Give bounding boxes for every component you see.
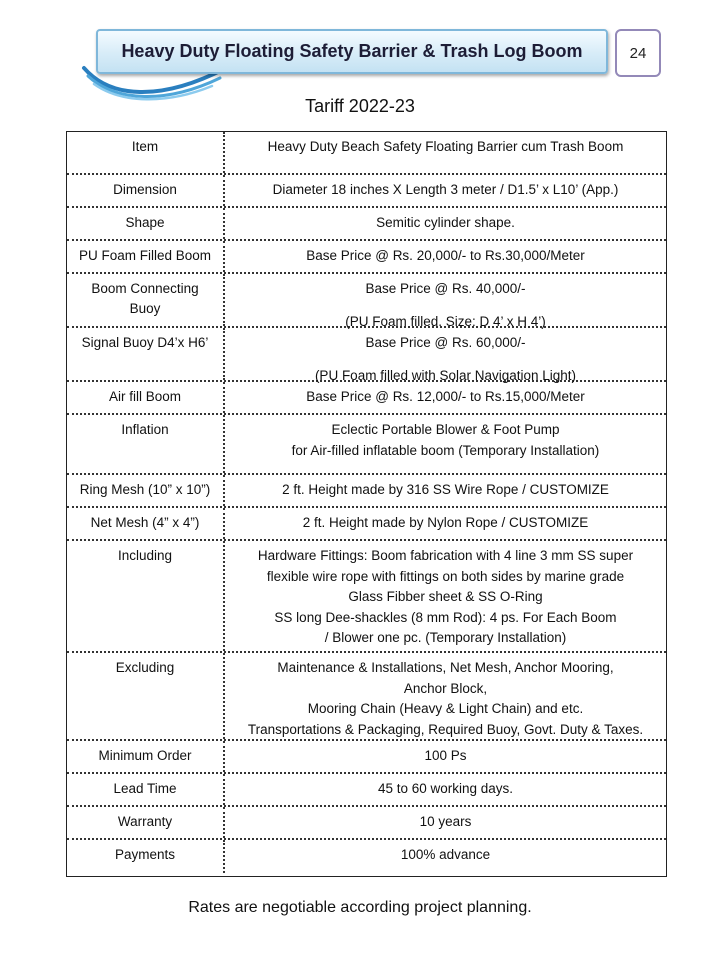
description-text: 2 ft. Height made by 316 SS Wire Rope / CUSTOMIZE bbox=[282, 482, 609, 497]
description-text: Eclectic Portable Blower & Foot Pump bbox=[331, 422, 560, 437]
description-cell bbox=[225, 475, 666, 506]
item-cell bbox=[67, 508, 225, 539]
table-row bbox=[67, 840, 666, 873]
item-text: Signal Buoy D4’x H6’ bbox=[81, 335, 209, 350]
item-cell bbox=[67, 741, 225, 772]
description-text: Mooring Chain (Heavy & Light Chain) and etc. bbox=[307, 701, 584, 716]
item-text: Boom Connecting bbox=[91, 281, 199, 296]
description-cell bbox=[225, 807, 666, 838]
description-cell bbox=[225, 741, 666, 772]
description-cell bbox=[225, 415, 666, 473]
description-cell bbox=[225, 653, 666, 739]
item-text: Air fill Boom bbox=[108, 389, 181, 404]
item-text: Warranty bbox=[117, 814, 173, 829]
description-text: for Air-filled inflatable boom (Temporary Installation) bbox=[291, 442, 600, 458]
description-text: 2 ft. Height made by Nylon Rope / CUSTOMIZE bbox=[302, 515, 589, 530]
item-text: Ring Mesh (10” x 10”) bbox=[79, 482, 211, 497]
item-cell bbox=[67, 774, 225, 805]
description-cell bbox=[225, 508, 666, 539]
description-cell bbox=[225, 382, 666, 413]
description-text: Base Price @ Rs. 60,000/- bbox=[365, 335, 526, 350]
item-text: Net Mesh (4” x 4”) bbox=[90, 515, 200, 530]
description-text: (PU Foam filled with Solar Navigation Light) bbox=[314, 367, 577, 383]
item-cell bbox=[67, 382, 225, 413]
description-text: / Blower one pc. (Temporary Installation) bbox=[324, 630, 567, 645]
description-text: 100% advance bbox=[400, 847, 491, 862]
item-text: Buoy bbox=[129, 301, 161, 316]
item-text: Shape bbox=[125, 215, 165, 230]
description-text: Heavy Duty Beach Safety Floating Barrier cum Trash Boom bbox=[267, 139, 624, 154]
item-cell bbox=[67, 132, 225, 173]
table-row bbox=[67, 508, 666, 541]
table-row bbox=[67, 475, 666, 508]
table-row bbox=[67, 241, 666, 274]
description-text: 45 to 60 working days. bbox=[377, 781, 514, 796]
table-row bbox=[67, 274, 666, 328]
description-text: Maintenance & Installations, Net Mesh, Anchor Mooring, bbox=[277, 660, 614, 675]
item-cell bbox=[67, 541, 225, 651]
table-row bbox=[67, 382, 666, 415]
item-cell bbox=[67, 840, 225, 873]
item-cell bbox=[67, 807, 225, 838]
item-cell bbox=[67, 208, 225, 239]
description-text: Base Price @ Rs. 12,000/- to Rs.15,000/Meter bbox=[306, 389, 585, 404]
description-text: SS long Dee-shackles (8 mm Rod): 4 ps. For Each Boom bbox=[274, 609, 617, 625]
description-text: Semitic cylinder shape. bbox=[376, 215, 515, 230]
item-cell bbox=[67, 274, 225, 326]
page-title-box bbox=[96, 29, 608, 74]
table-row bbox=[67, 328, 666, 382]
description-text: Transportations & Packaging, Required Buoy, Govt. Duty & Taxes. bbox=[247, 721, 644, 737]
item-text: Inflation bbox=[121, 422, 169, 437]
table-row bbox=[67, 741, 666, 774]
description-text: (PU Foam filled. Size: D 4’ x H 4’) bbox=[345, 313, 546, 329]
table-row bbox=[67, 415, 666, 475]
item-cell bbox=[67, 653, 225, 739]
description-cell bbox=[225, 208, 666, 239]
footer-note: Rates are negotiable according project planning. bbox=[188, 899, 532, 916]
description-text: flexible wire rope with fittings on both sides by marine grade bbox=[266, 568, 625, 584]
description-text: Glass Fibber sheet & SS O-Ring bbox=[348, 589, 543, 604]
page-title: Heavy Duty Floating Safety Barrier & Trash Log Boom bbox=[121, 41, 583, 61]
description-text: 10 years bbox=[419, 814, 472, 829]
item-text: PU Foam Filled Boom bbox=[78, 248, 212, 263]
description-cell bbox=[225, 840, 666, 873]
item-text: Including bbox=[117, 548, 173, 563]
item-text: Item bbox=[131, 139, 159, 154]
item-text: Payments bbox=[114, 847, 176, 862]
description-text: Diameter 18 inches X Length 3 meter / D1.5’ x L10’ (App.) bbox=[272, 182, 619, 197]
item-cell bbox=[67, 241, 225, 272]
table-row bbox=[67, 132, 666, 175]
description-text: Base Price @ Rs. 20,000/- to Rs.30,000/Meter bbox=[306, 248, 585, 263]
description-text: Hardware Fittings: Boom fabrication with 4 line 3 mm SS super bbox=[257, 548, 634, 563]
description-cell bbox=[225, 274, 666, 329]
item-cell bbox=[67, 415, 225, 473]
description-cell bbox=[225, 132, 666, 173]
tariff-heading: Tariff 2022-23 bbox=[305, 96, 415, 116]
table-row bbox=[67, 653, 666, 741]
table-row bbox=[67, 774, 666, 807]
description-text: Base Price @ Rs. 40,000/- bbox=[365, 281, 526, 296]
table-row bbox=[67, 807, 666, 840]
item-text: Dimension bbox=[113, 182, 177, 197]
description-cell bbox=[225, 241, 666, 272]
description-text: Anchor Block, bbox=[403, 680, 488, 696]
table-row bbox=[67, 208, 666, 241]
table-row bbox=[67, 541, 666, 653]
description-cell bbox=[225, 774, 666, 805]
item-cell bbox=[67, 328, 225, 380]
description-cell bbox=[225, 175, 666, 206]
item-cell bbox=[67, 475, 225, 506]
item-text: Excluding bbox=[115, 660, 175, 675]
item-text: Minimum Order bbox=[98, 748, 192, 763]
description-text: 100 Ps bbox=[424, 748, 467, 763]
page-number: 24 bbox=[615, 29, 661, 77]
table-row bbox=[67, 175, 666, 208]
description-cell bbox=[225, 541, 666, 651]
description-cell bbox=[225, 328, 666, 383]
item-cell bbox=[67, 175, 225, 206]
item-text: Lead Time bbox=[113, 781, 177, 796]
tariff-table bbox=[66, 131, 667, 877]
